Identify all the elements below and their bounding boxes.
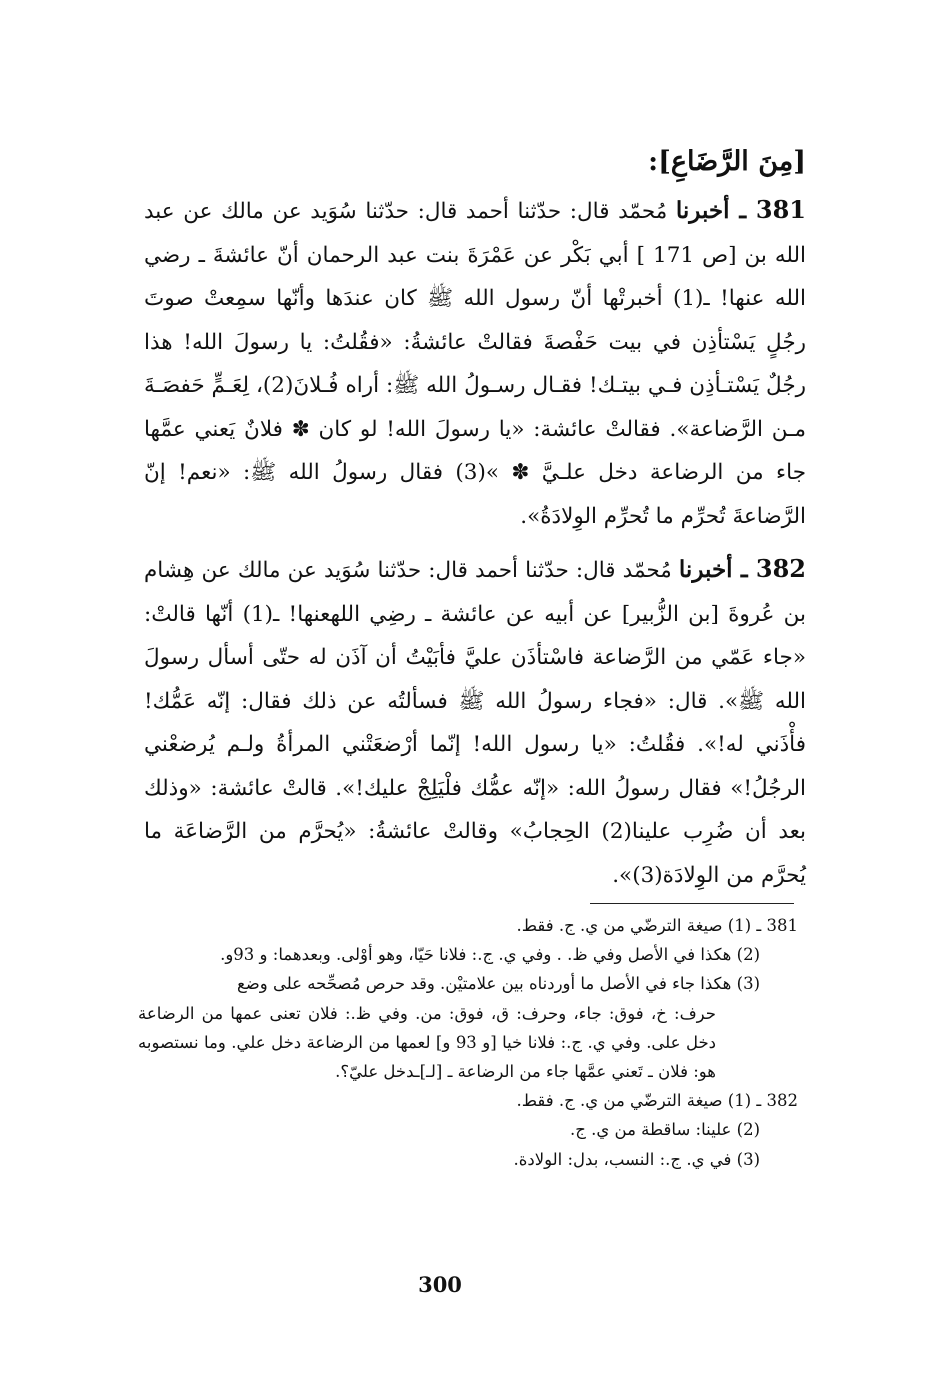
- footnote-382-ref: 382 ـ: [756, 1091, 798, 1111]
- hadith-382-text: مُحمّد قال: حدّثنا أحمد قال: حدّثنا سُوَيد عن مالك عن هِشام بن عُروةَ [بن الزُّبير] عن أبيه عن عائشة ـ رضِي اللهعنها! ـ(1) أنّها قالتْ: «جاء عَمّي من الرَّضاعة فاسْتأذَن عليَّ فأبَيْتُ أن آذَن له حتّى أسأل رسولَ الله ﷺ». قال: «فجاء رسولُ الله ﷺ فسألتُه عن ذلك فقال: إنّه عَمُّك! فأْذَني له!». فقُلتُ: «يا رسول الله! إنّما أرْضعَتْني المرأةُ ولـم يُرضعْني الرجُلُ!» فقال رسولُ الله: «إنّه عمُّك فلْيَلِجْ عليك!». قالتْ عائشة: «وذلك بعد أن ضُرِب علينا(2) الحِجابُ» وقالتْ عائشةُ: «يُحرَّم من الرَّضاعَة ما يُحرَّم من الوِلادَة(3)».: [144, 558, 806, 888]
- hadith-381-text: مُحمّد قال: حدّثنا أحمد قال: حدّثنا سُوَيد عن مالك عن عبد الله بن [ص 171 ] أبي بَكْر عن عَمْرَةَ بنت عبد الرحمان أنّ عائشةَ ـ رضي الله عنها! ـ(1) أخبرتْها أنّ رسول الله ﷺ كان عندَها وأنّها سمِعتْ صوتَ رجُلٍ يَسْتأذِن في بيت حَفْصةَ فقالتْ عائشةُ: «فقُلتُ: يا رسولَ الله! هذا رجُلٌ يَسْتـأذِن فـي بيتـك! فقـال رسـولُ الله ﷺ: أراه فُـلانَ(2)، لِعَـمٍّ حَفصَـةَ مـن الرَّضاعة». فقالتْ عائشة: «يا رسولَ الله! لو كان ✽ فلانٌ يَعني عمَّها جاء من الرضاعة دخل علـيَّ ✽ »(3) فقال رسولُ الله ﷺ: «نعم! إنّ الرَّضاعةَ تُحرِّم ما تُحرِّم الوِلادَةُ».: [144, 199, 806, 529]
- footnote-381-3: (3) هكذا جاء في الأصل ما أوردناه بين علامتيْن. وقد حرص مُصحِّحه على وضع: [236, 974, 760, 994]
- footnote-382-1-text: (1) صيغة الترضّي من ي. ج. فقط.: [516, 1091, 752, 1111]
- footnotes-381: [138, 911, 798, 1086]
- section-heading: [مِنَ الرَّضَاعِ]:: [648, 146, 806, 177]
- footnote-381-1-text: (1) صيغة الترضّي من ي. ج. فقط.: [516, 916, 752, 935]
- hadith-382-paragraph: [144, 547, 806, 897]
- footnote-381-ref: 381 ـ: [756, 916, 798, 935]
- footnote-382-2: (2) علينا: ساقطة من ي. ج.: [569, 1120, 760, 1140]
- hadith-381-paragraph: [144, 188, 806, 538]
- footnote-381-1: [138, 911, 798, 940]
- footnote-divider: [590, 903, 794, 904]
- footnote-381-2: (2) هكذا في الأصل وفي ظ. . وفي ي. ج.: فلانا حَيّا، وهو أوْلى. وبعدهما: و 93و.: [220, 945, 760, 965]
- footnote-382-3: (3) في ي. ج.: النسب، بدل: الولادة.: [513, 1149, 760, 1169]
- hadith-381-lead: ـ أخبرنا: [675, 197, 756, 224]
- hadith-381-number: 381: [755, 195, 807, 224]
- hadith-382-lead: ـ أخبرنا: [678, 556, 756, 583]
- footnotes-382: [138, 1086, 798, 1174]
- page-number: 300: [418, 1272, 462, 1297]
- footnotes: [138, 911, 798, 1174]
- hadith-382-number: 382: [755, 554, 807, 583]
- footnote-381-3-continuation: حرف: خ، فوق: جاء، وحرف: ق، فوق: من. وفي ظ.: فلان تعنى عمها من الرضاعة دخل على. وفي ي. ج.: فلانا خيا [و 93 و] لعمها من الرضاعة دخل علي. وما نستصوبه هو: فلان ـ تَعني عمَّها جاء من الرضاعة ـ [لـ]ـدخل عليّ؟.: [138, 1003, 716, 1082]
- footnote-382-1: [138, 1086, 798, 1115]
